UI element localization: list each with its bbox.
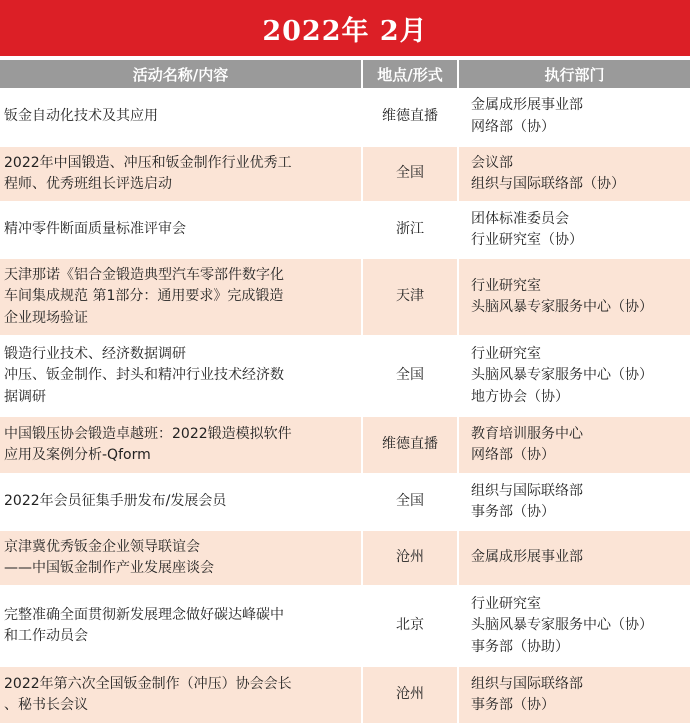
activity-name-cell <box>0 202 362 258</box>
department-line: 金属成形展事业部 <box>471 549 583 566</box>
header-location: 地点/形式 <box>362 60 458 88</box>
activity-name-line: 和工作动员会 <box>4 628 88 644</box>
department-cell <box>458 416 690 474</box>
activity-name-line: 2022年会员征集手册发布/发展会员 <box>4 493 227 510</box>
activity-name-cell <box>0 666 362 724</box>
table-row <box>0 530 690 586</box>
department-line: 网络部（协） <box>471 447 555 463</box>
table-row <box>0 146 690 202</box>
activity-name-cell <box>0 416 362 474</box>
department-line: 网络部（协） <box>471 118 555 135</box>
location-cell: 浙江 <box>362 202 458 258</box>
location-cell: 全国 <box>362 146 458 202</box>
department-line: 事务部（协助） <box>471 638 569 655</box>
department-line: 地方协会（协） <box>471 388 569 405</box>
location-cell: 北京 <box>362 586 458 666</box>
activity-name-cell <box>0 586 362 666</box>
department-cell <box>458 88 690 146</box>
department-line: 头脑风暴专家服务中心（协） <box>471 617 653 634</box>
activity-name-cell <box>0 146 362 202</box>
department-line: 团体标准委员会 <box>471 210 569 227</box>
department-line: 行业研究室 <box>471 595 541 612</box>
activity-name-line: 精冲零件断面质量标准评审会 <box>4 221 186 238</box>
activity-name-line: ——中国钣金制作产业发展座谈会 <box>4 560 214 576</box>
location-cell: 天津 <box>362 258 458 336</box>
table-row <box>0 202 690 258</box>
department-cell <box>458 202 690 258</box>
department-line: 行业研究室（协） <box>471 232 583 248</box>
department-line: 组织与国际联络部（协） <box>471 176 625 192</box>
department-line: 教育培训服务中心 <box>471 425 583 442</box>
activity-name-line: 2022年中国锻造、冲压和钣金制作行业优秀工 <box>4 154 292 171</box>
activity-name-cell <box>0 530 362 586</box>
activity-name-line: 天津那诺《铝合金锻造典型汽车零部件数字化 <box>4 266 284 283</box>
month-title: 2022年 2月 <box>0 0 690 56</box>
department-cell <box>458 474 690 530</box>
department-line: 金属成形展事业部 <box>471 97 583 113</box>
table-row <box>0 88 690 146</box>
location-cell: 沧州 <box>362 666 458 724</box>
table-row <box>0 336 690 416</box>
department-line: 组织与国际联络部 <box>471 675 583 692</box>
table-row <box>0 474 690 530</box>
department-cell <box>458 666 690 724</box>
activity-name-line: 中国锻压协会锻造卓越班：2022锻造模拟软件 <box>4 425 292 442</box>
header-department: 执行部门 <box>458 60 690 88</box>
activity-name-line: 2022年第六次全国钣金制作（冲压）协会会长 <box>4 675 292 692</box>
activity-name-line: 、秘书长会议 <box>4 697 88 713</box>
department-cell <box>458 586 690 666</box>
table-body <box>0 88 690 724</box>
table-row <box>0 258 690 336</box>
activity-name-line: 据调研 <box>4 388 46 405</box>
department-line: 会议部 <box>471 154 513 171</box>
activity-name-cell <box>0 336 362 416</box>
activity-name-cell <box>0 474 362 530</box>
activity-name-line: 企业现场验证 <box>4 309 88 326</box>
department-cell <box>458 258 690 336</box>
department-line: 行业研究室 <box>471 277 541 294</box>
department-line: 组织与国际联络部 <box>471 482 583 499</box>
department-line: 头脑风暴专家服务中心（协） <box>471 367 653 384</box>
activity-name-line: 程师、优秀班组长评选启动 <box>4 176 172 192</box>
activity-name-line: 应用及案例分析-Qform <box>4 447 151 463</box>
department-line: 事务部（协） <box>471 697 555 713</box>
department-cell <box>458 530 690 586</box>
activity-name-line: 车间集成规范 第1部分：通用要求》完成锻造 <box>4 288 284 305</box>
location-cell: 维德直播 <box>362 416 458 474</box>
activity-table <box>0 60 690 725</box>
location-cell: 全国 <box>362 474 458 530</box>
location-cell: 维德直播 <box>362 88 458 146</box>
department-line: 行业研究室 <box>471 345 541 362</box>
department-line: 头脑风暴专家服务中心（协） <box>471 299 653 315</box>
table-row <box>0 416 690 474</box>
header-activity: 活动名称/内容 <box>0 60 362 88</box>
location-cell: 全国 <box>362 336 458 416</box>
activity-name-line: 完整准确全面贯彻新发展理念做好碳达峰碳中 <box>4 606 284 623</box>
activity-name-line: 钣金自动化技术及其应用 <box>4 107 158 124</box>
department-line: 事务部（协） <box>471 504 555 520</box>
activity-name-cell <box>0 258 362 336</box>
table-header <box>0 60 690 88</box>
activity-name-line: 冲压、钣金制作、封头和精冲行业技术经济数 <box>4 367 284 384</box>
table-row <box>0 586 690 666</box>
department-cell <box>458 146 690 202</box>
activity-name-line: 锻造行业技术、经济数据调研 <box>4 345 186 362</box>
department-cell <box>458 336 690 416</box>
activity-name-line: 京津冀优秀钣金企业领导联谊会 <box>4 538 200 555</box>
table-row <box>0 666 690 724</box>
location-cell: 沧州 <box>362 530 458 586</box>
activity-name-cell <box>0 88 362 146</box>
